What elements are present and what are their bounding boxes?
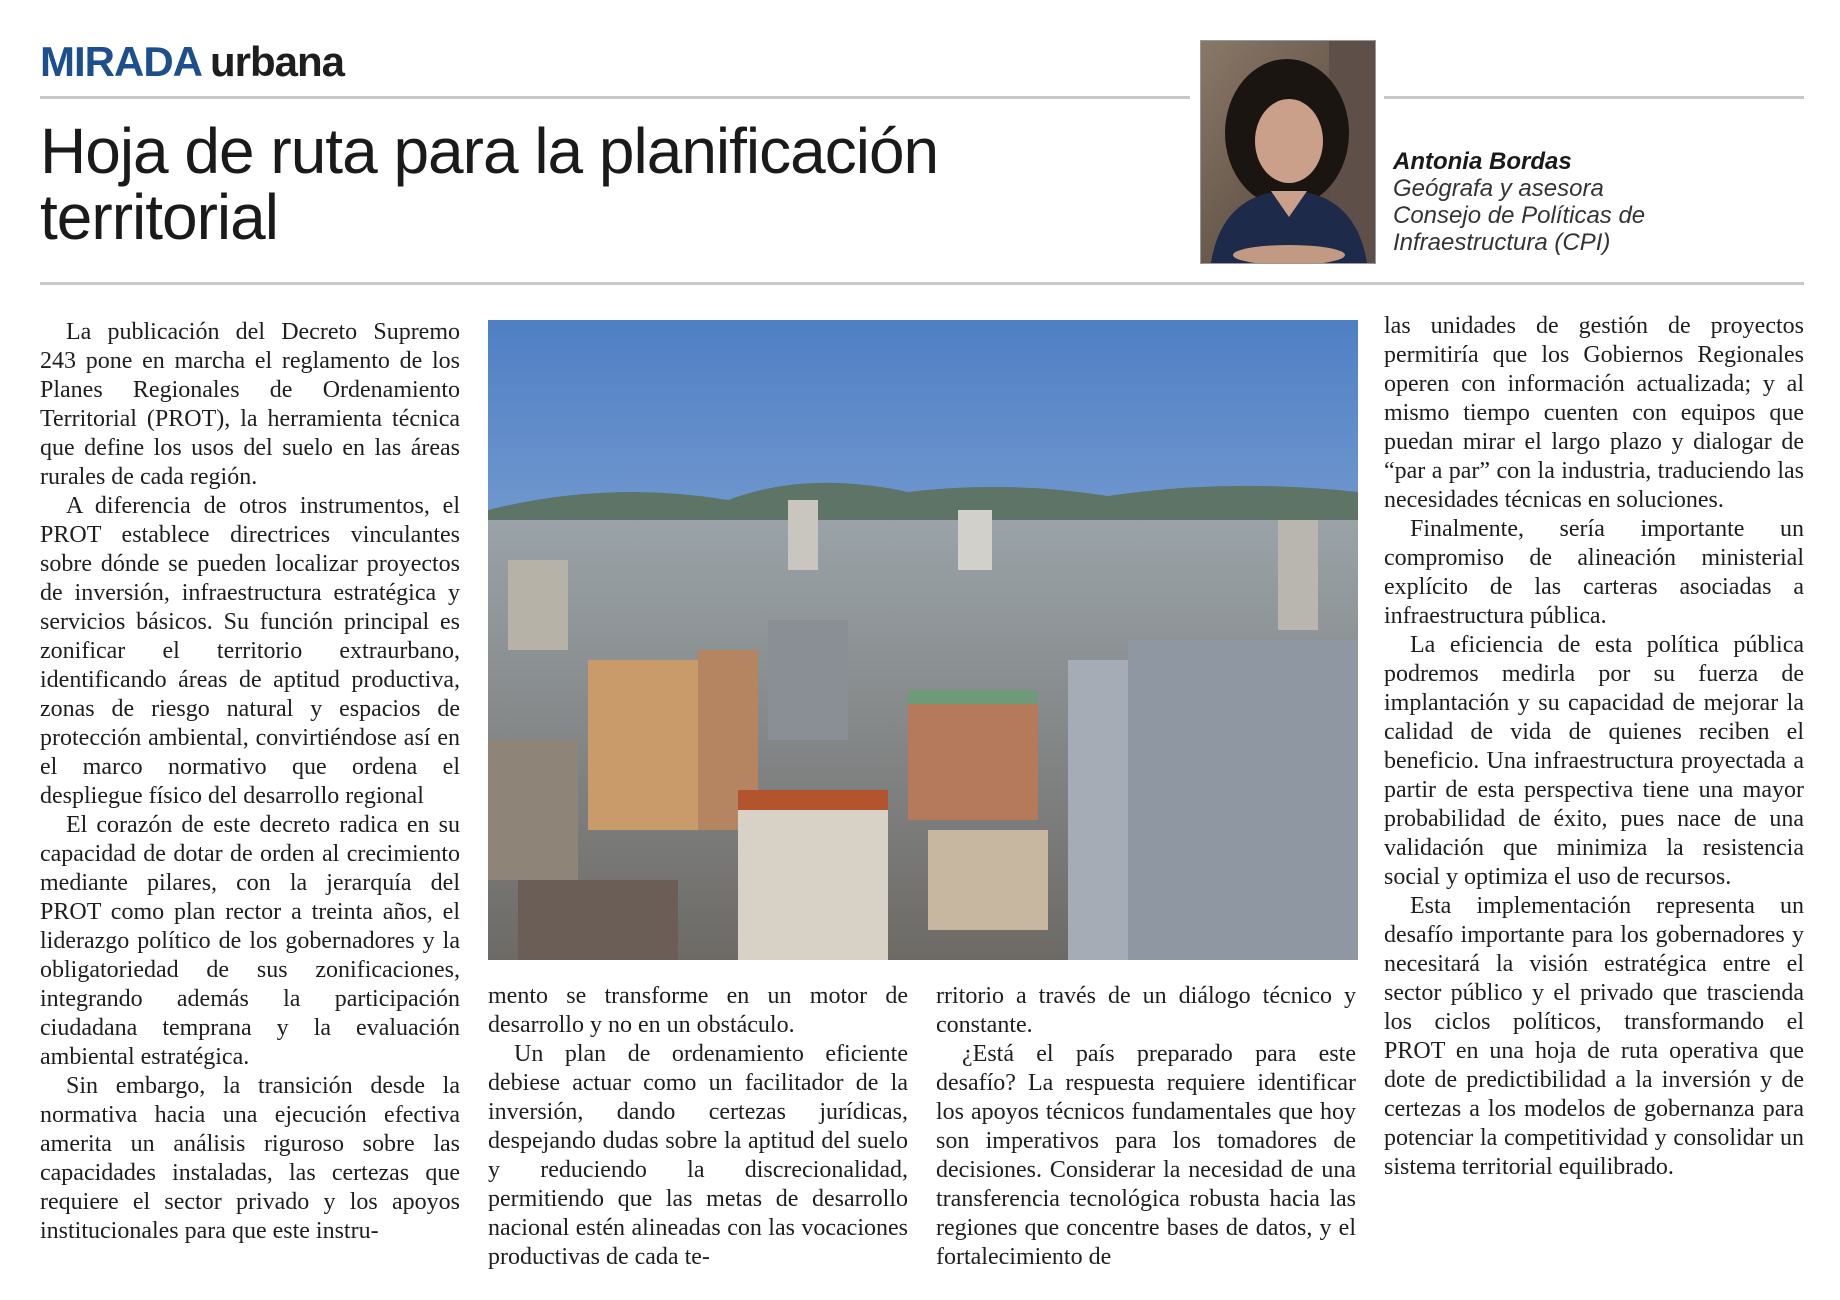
- top-divider: [40, 96, 1190, 99]
- top-divider-right: [1384, 96, 1804, 99]
- author-byline: [1393, 148, 1793, 256]
- paragraph: La eficiencia de esta política pública podremos medirla por su fuerza de implantación y su capacidad de mejorar la calidad de vida de quienes reciben el beneficio. Una infraestructura proyectada a partir de esta perspectiva tiene una mayor probabilidad de éxito, pues nace de una validación que minimiza la resistencia social y optimiza el uso de recursos.: [1384, 632, 1804, 890]
- header-bottom-divider: [40, 282, 1804, 285]
- paragraph: Esta implementación representa un desafío importante para los gobernadores y necesitará la visión estratégica entre el sector público y el privado que trascienda los ciclos políticos, transformando el PROT en una hoja de ruta operativa que dote de predictibilidad a la inversión y de certezas a los modelos de gobernanza para potenciar la competitividad y consolidar un sistema territorial equilibrado.: [1384, 893, 1804, 1180]
- paragraph: las unidades de gestión de proyectos permitiría que los Gobiernos Regionales operen con información actualizada; y al mismo tiempo cuenten con equipos que puedan mirar el largo plazo y dialogar de “par a par” con la industria, traduciendo las necesidades técnicas en soluciones.: [1384, 313, 1804, 513]
- paragraph: A diferencia de otros instrumentos, el PROT establece directrices vinculantes sobre dónde se pueden localizar proyectos de inversión, infraestructura estratégica y servicios básicos. Su función principal es zonificar el territorio extraurbano, identificando áreas de aptitud productiva, zonas de riesgo natural y espacios de protección ambiental, convirtiéndose así en el marco normativo que ordena el despliegue físico del desarrollo regional: [40, 493, 460, 809]
- paragraph: mento se transforme en un motor de desarrollo y no en un obstáculo.: [488, 983, 908, 1038]
- article-column-1: [40, 318, 460, 1246]
- paragraph: ¿Está el país preparado para este desafío? La respuesta requiere identificar los apoyos técnicos fundamentales que hoy son imperativos para los tomadores de decisiones. Considerar la necesidad de una transferencia tecnológica robusta hacia las regiones que concentre bases de datos, y el fortalecimiento de: [936, 1041, 1356, 1270]
- paragraph: El corazón de este decreto radica en su capacidad de dotar de orden al crecimiento mediante pilares, con la jerarquía del PROT como plan rector a treinta años, el liderazgo político de los gobernadores y la obligatoriedad de sus zonificaciones, integrando además la participación ciudadana temprana y la evaluación ambiental estratégica.: [40, 812, 460, 1070]
- article-column-4: [1384, 312, 1804, 1182]
- author-role: Geógrafa y asesora: [1393, 175, 1604, 202]
- section-name-mirada: MIRADA: [40, 38, 202, 85]
- author-org-line2: Infraestructura (CPI): [1393, 229, 1611, 256]
- paragraph: Un plan de ordenamiento eficiente debiese actuar como un facilitador de la inversión, dando certezas jurídicas, despejando dudas sobre la aptitud del suelo y reduciendo la discrecionalidad, permitiendo que las metas de desarrollo nacional estén alineadas con las vocaciones productivas de cada te-: [488, 1041, 908, 1270]
- author-org-line1: Consejo de Políticas de: [1393, 202, 1646, 229]
- paragraph: rritorio a través de un diálogo técnico y constante.: [936, 983, 1356, 1038]
- article-column-3: [936, 982, 1356, 1272]
- article-headline: Hoja de ruta para la planificación territorial: [40, 115, 939, 253]
- city-aerial-photo: [488, 320, 1358, 960]
- paragraph: Finalmente, sería importante un compromiso de alineación ministerial explícito de las carteras asociadas a infraestructura pública.: [1384, 516, 1804, 629]
- section-name-urbana: urbana: [209, 38, 345, 85]
- author-name: Antonia Bordas: [1393, 148, 1572, 175]
- paragraph: Sin embargo, la transición desde la normativa hacia una ejecución efectiva amerita un análisis riguroso sobre las capacidades instaladas, las certezas que requiere el sector privado y los apoyos institucionales para que este instru-: [40, 1073, 460, 1244]
- author-portrait: [1200, 40, 1376, 264]
- section-heading: [40, 38, 344, 86]
- city-skyline-illustration: [488, 320, 1358, 960]
- paragraph: La publicación del Decreto Supremo 243 pone en marcha el reglamento de los Planes Regionales de Ordenamiento Territorial (PROT), la herramienta técnica que define los usos del suelo en las áreas rurales de cada región.: [40, 319, 460, 490]
- author-photo-illustration: [1201, 41, 1375, 263]
- article-column-2: [488, 982, 908, 1272]
